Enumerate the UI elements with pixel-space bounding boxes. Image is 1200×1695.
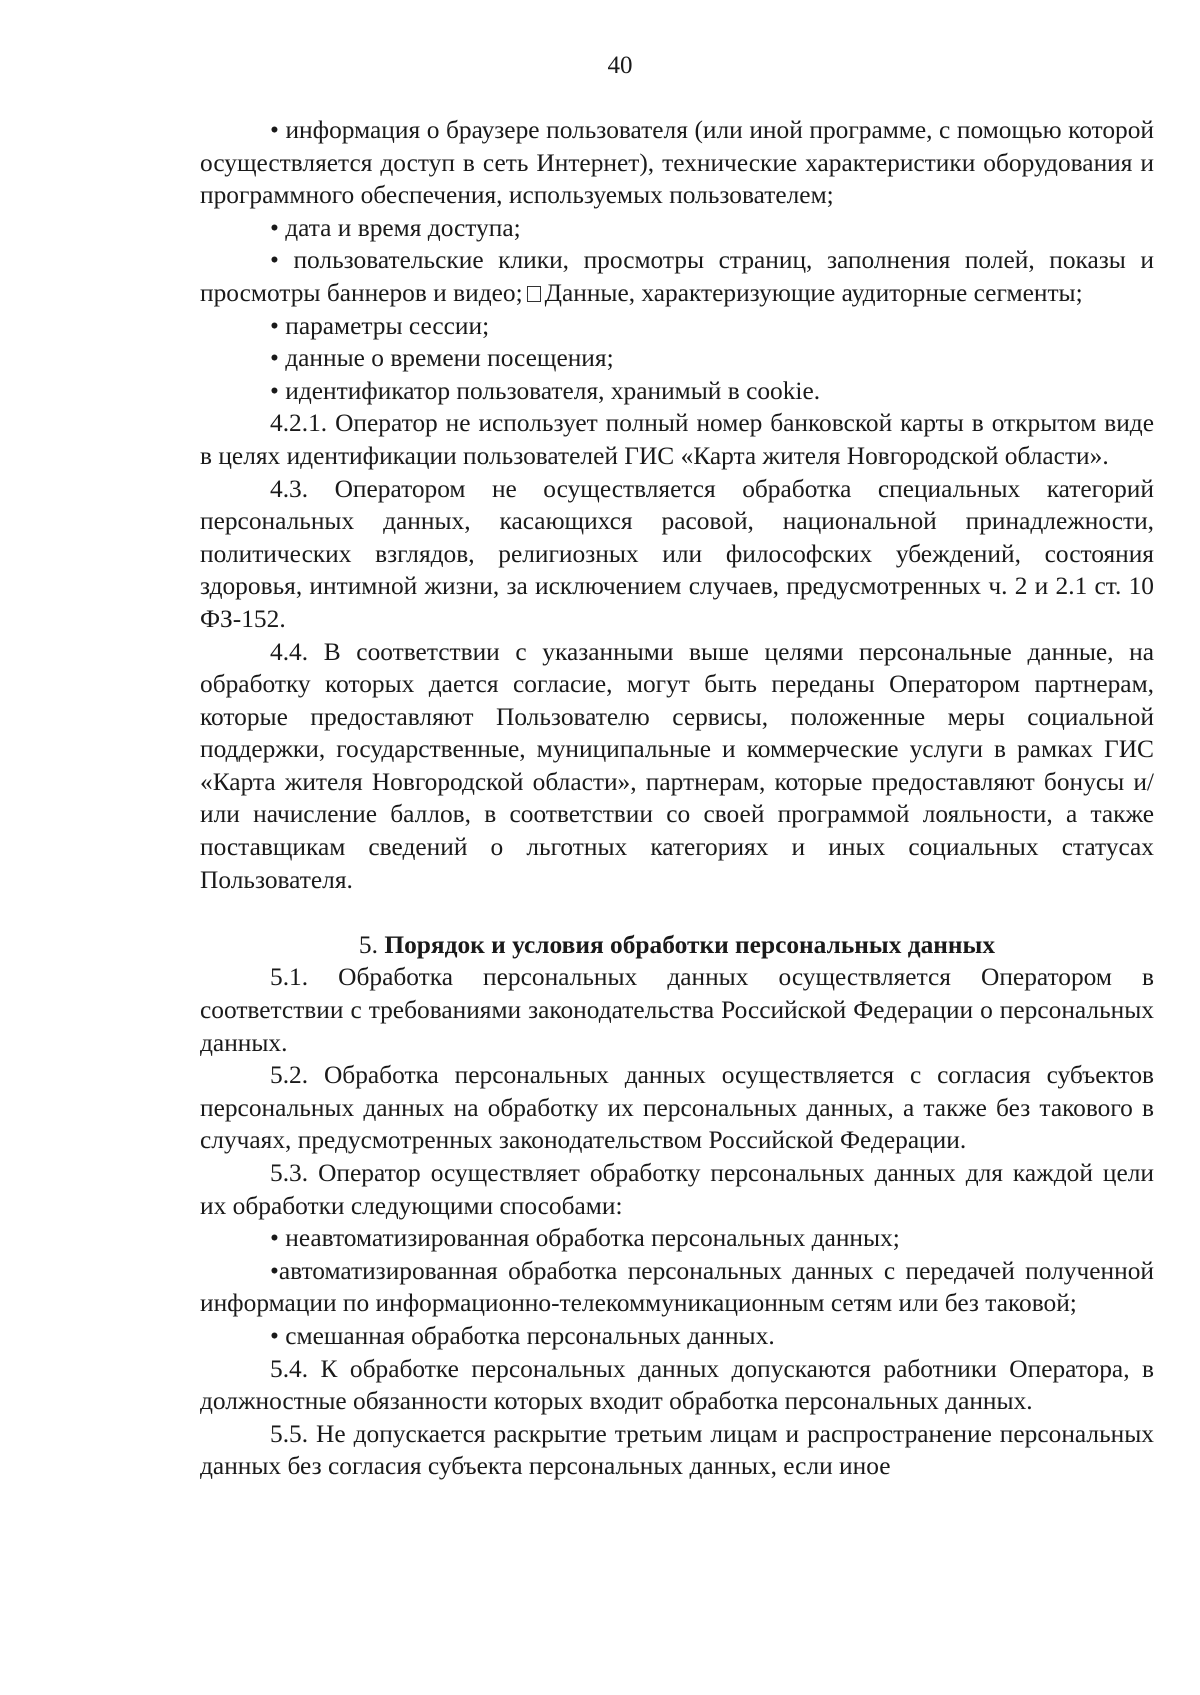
paragraph: 4.4. В соответствии с указанными выше целями персональные данные, на обработку которых дается согласие, могут быть переданы Оператором партнерам, которые предоставляют Пользователю сервисы, положенные меры социальной поддержки, государственные, муниципальные и коммерческие услуги в рамках ГИС «Карта жителя Новгородской области», партнерам, которые предоставляют бонусы и/или начисление баллов, в соответствии со своей программой лояльности, а также поставщикам сведений о льготных категориях и иных социальных статусах Пользователя. xyxy=(200,637,1154,894)
section-number: 5. xyxy=(358,930,378,959)
paragraph: • идентификатор пользователя, хранимый в cookie. xyxy=(270,376,821,405)
paragraph: 5.1. Обработка персональных данных осуществляется Оператором в соответствии с требованиями законодательства Российской Федерации о персональных данных. xyxy=(200,963,1154,1057)
paragraph: • информация о браузере пользователя (или иной программе, с помощью которой осуществляется доступ в сеть Интернет), технические характеристики оборудования и программного обеспечения, используемых пользователем; xyxy=(200,116,1154,210)
paragraph: 5.4. К обработке персональных данных допускаются работники Оператора, в должностные обязанности которых входит обработка персональных данных. xyxy=(200,1354,1154,1416)
paragraph: • дата и время доступа; xyxy=(270,213,521,242)
paragraph: • параметры сессии; xyxy=(270,311,490,340)
paragraph: • данные о времени посещения; xyxy=(270,344,614,373)
section-title: Порядок и условия обработки персональных данных xyxy=(384,930,996,959)
paragraph: • неавтоматизированная обработка персональных данных; xyxy=(270,1224,900,1253)
paragraph-text: Данные, характеризующие аудиторные сегменты; xyxy=(544,278,1083,307)
paragraph: 5.5. Не допускается раскрытие третьим лицам и распространение персональных данных без согласия субъекта персональных данных, если иное xyxy=(200,1419,1154,1481)
paragraph xyxy=(200,244,1154,309)
page-number: 40 xyxy=(607,52,633,79)
checkbox-glyph-icon xyxy=(527,286,541,302)
paragraph: • смешанная обработка персональных данных. xyxy=(270,1321,775,1350)
paragraph: 4.3. Оператором не осуществляется обработка специальных категорий персональных данных, касающихся расовой, национальной принадлежности, политических взглядов, религиозных или философских убеждений, состояния здоровья, интимной жизни, за исключением случаев, предусмотренных ч. 2 и 2.1 ст. 10 ФЗ-152. xyxy=(200,474,1154,633)
document-body xyxy=(200,114,1154,1483)
paragraph: 5.3. Оператор осуществляет обработку персональных данных для каждой цели их обработки следующими способами: xyxy=(200,1159,1154,1220)
paragraph: •автоматизированная обработка персональных данных с передачей полученной информации по информационно-телекоммуникационным сетям или без таковой; xyxy=(200,1256,1154,1318)
paragraph: 4.2.1. Оператор не использует полный номер банковской карты в открытом виде в целях идентификации пользователей ГИС «Карта жителя Новгородской области». xyxy=(200,409,1154,470)
paragraph-text: • пользовательские клики, просмотры страниц, заполнения полей, показы и просмотры баннеров и видео; xyxy=(200,246,1154,307)
section-heading xyxy=(200,929,1154,962)
paragraph: 5.2. Обработка персональных данных осуществляется с согласия субъектов персональных данных на обработку их персональных данных, а также без такового в случаях, предусмотренных законодательством Российской Федерации. xyxy=(200,1061,1154,1155)
